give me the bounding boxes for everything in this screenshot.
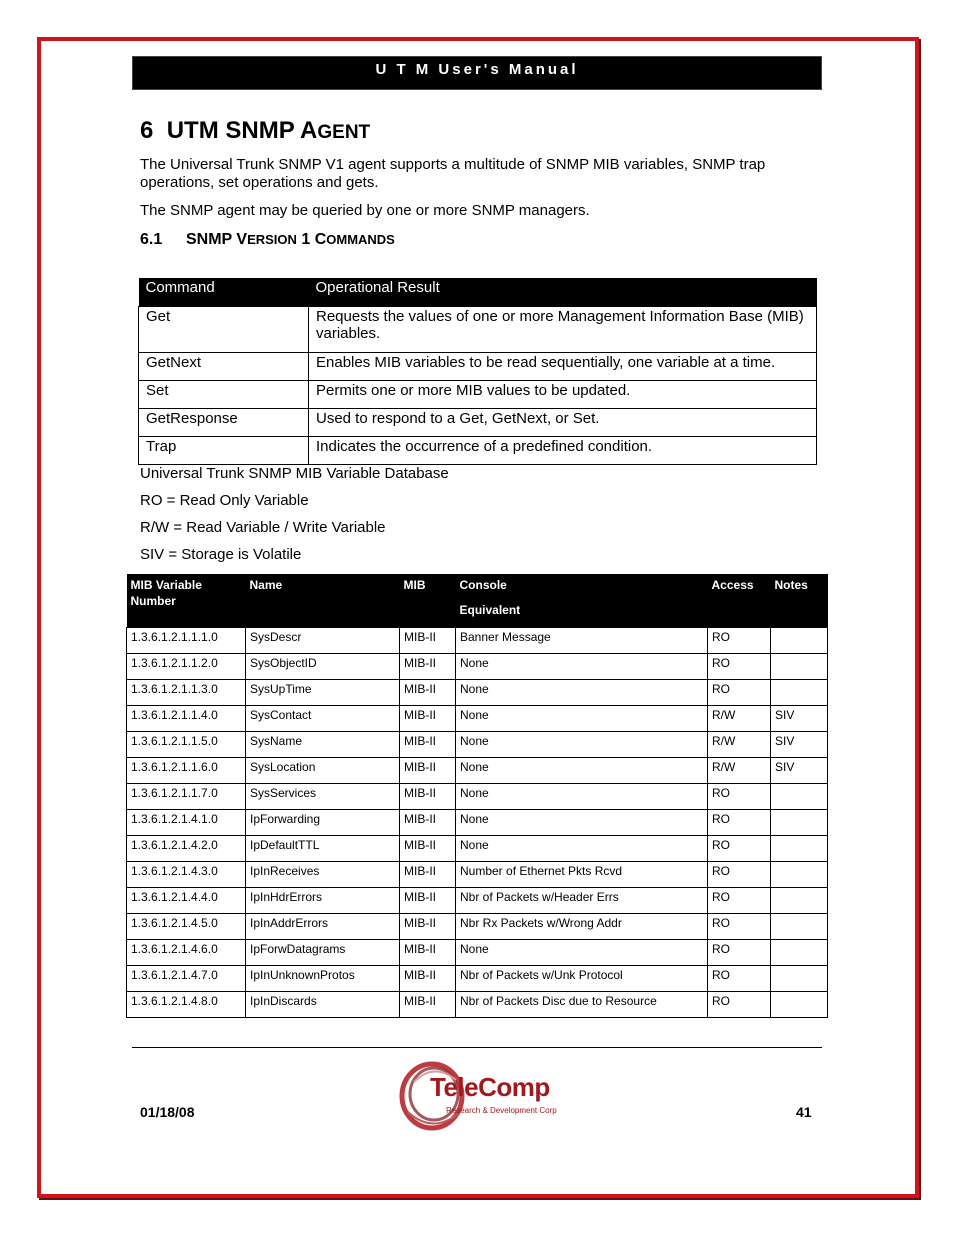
result-cell: Used to respond to a Get, GetNext, or Set. xyxy=(309,409,817,437)
access-cell: R/W xyxy=(708,732,771,758)
name-cell: IpDefaultTTL xyxy=(246,836,400,862)
result-cell: Enables MIB variables to be read sequentially, one variable at a time. xyxy=(309,353,817,381)
subsection-title-part: 1 C xyxy=(296,231,327,248)
name-cell: IpInAddrErrors xyxy=(246,914,400,940)
logo-wordmark: TeleComp xyxy=(430,1072,550,1102)
notes-cell xyxy=(771,940,828,966)
notes-cell: SIV xyxy=(771,758,828,784)
result-cell: Permits one or more MIB values to be updated. xyxy=(309,381,817,409)
column-header: Notes xyxy=(771,574,828,628)
section-number: 6 xyxy=(140,117,154,144)
name-cell: SysUpTime xyxy=(246,680,400,706)
mib-number-cell: 1.3.6.1.2.1.1.5.0 xyxy=(127,732,246,758)
mib-cell: MIB-II xyxy=(400,940,456,966)
notes-cell xyxy=(771,810,828,836)
mib-cell: MIB-II xyxy=(400,888,456,914)
header-title: U T M User's Manual xyxy=(375,61,579,78)
console-cell: None xyxy=(456,940,708,966)
notes-cell xyxy=(771,914,828,940)
mib-cell: MIB-II xyxy=(400,862,456,888)
notes-cell: SIV xyxy=(771,706,828,732)
console-cell: Nbr of Packets w/Header Errs xyxy=(456,888,708,914)
table-row xyxy=(127,706,828,732)
name-cell: IpInHdrErrors xyxy=(246,888,400,914)
legend-rw: R/W = Read Variable / Write Variable xyxy=(140,519,386,536)
result-cell: Requests the values of one or more Management Information Base (MIB) variables. xyxy=(309,307,817,353)
notes-cell xyxy=(771,628,828,654)
access-cell: RO xyxy=(708,914,771,940)
access-cell: RO xyxy=(708,680,771,706)
column-header: Command xyxy=(139,278,309,307)
mib-header-row xyxy=(127,574,828,628)
column-header: Name xyxy=(246,574,400,628)
notes-cell xyxy=(771,862,828,888)
mib-cell: MIB-II xyxy=(400,914,456,940)
notes-cell xyxy=(771,888,828,914)
table-row xyxy=(127,784,828,810)
command-cell: Set xyxy=(139,381,309,409)
name-cell: SysName xyxy=(246,732,400,758)
header-bar xyxy=(132,56,822,90)
notes-cell xyxy=(771,784,828,810)
mib-cell: MIB-II xyxy=(400,706,456,732)
access-cell: RO xyxy=(708,940,771,966)
console-cell: None xyxy=(456,784,708,810)
mib-number-cell: 1.3.6.1.2.1.4.1.0 xyxy=(127,810,246,836)
access-cell: RO xyxy=(708,836,771,862)
notes-cell xyxy=(771,654,828,680)
mib-cell: MIB-II xyxy=(400,628,456,654)
mib-number-cell: 1.3.6.1.2.1.4.2.0 xyxy=(127,836,246,862)
name-cell: IpInDiscards xyxy=(246,992,400,1018)
section-heading xyxy=(140,117,370,145)
footer-date: 01/18/08 xyxy=(140,1104,195,1120)
column-header: MIB xyxy=(400,574,456,628)
console-cell: None xyxy=(456,732,708,758)
mib-cell: MIB-II xyxy=(400,654,456,680)
subsection-title-part: ERSION xyxy=(247,232,297,247)
table-row xyxy=(139,353,817,381)
table-row xyxy=(127,732,828,758)
mib-number-cell: 1.3.6.1.2.1.1.1.0 xyxy=(127,628,246,654)
console-cell: None xyxy=(456,810,708,836)
mib-number-cell: 1.3.6.1.2.1.1.3.0 xyxy=(127,680,246,706)
table-row xyxy=(139,437,817,465)
mib-cell: MIB-II xyxy=(400,732,456,758)
table-row xyxy=(127,862,828,888)
name-cell: IpInReceives xyxy=(246,862,400,888)
access-cell: RO xyxy=(708,992,771,1018)
access-cell: RO xyxy=(708,966,771,992)
name-cell: SysContact xyxy=(246,706,400,732)
column-header xyxy=(456,574,708,628)
notes-cell xyxy=(771,680,828,706)
table-row xyxy=(127,914,828,940)
mib-number-cell: 1.3.6.1.2.1.4.6.0 xyxy=(127,940,246,966)
page-number: 41 xyxy=(796,1104,812,1120)
result-cell: Indicates the occurrence of a predefined condition. xyxy=(309,437,817,465)
access-cell: RO xyxy=(708,888,771,914)
column-header: Operational Result xyxy=(309,278,817,307)
console-header-label: Console xyxy=(459,578,507,592)
table-row xyxy=(127,992,828,1018)
table-row xyxy=(139,381,817,409)
table-row xyxy=(127,888,828,914)
name-cell: IpForwDatagrams xyxy=(246,940,400,966)
table-row xyxy=(127,628,828,654)
commands-table xyxy=(138,278,817,465)
console-cell: Nbr Rx Packets w/Wrong Addr xyxy=(456,914,708,940)
mib-number-cell: 1.3.6.1.2.1.1.7.0 xyxy=(127,784,246,810)
table-row xyxy=(127,810,828,836)
name-cell: SysServices xyxy=(246,784,400,810)
mib-cell: MIB-II xyxy=(400,784,456,810)
subsection-number: 6.1 xyxy=(140,231,163,248)
equivalent-header-label: Equivalent xyxy=(459,603,521,617)
name-cell: IpForwarding xyxy=(246,810,400,836)
console-cell: None xyxy=(456,836,708,862)
table-row xyxy=(139,409,817,437)
logo-tagline: Research & Development Corp xyxy=(446,1106,557,1115)
console-cell: Banner Message xyxy=(456,628,708,654)
name-cell: IpInUnknownProtos xyxy=(246,966,400,992)
console-cell: None xyxy=(456,680,708,706)
console-cell: Nbr of Packets w/Unk Protocol xyxy=(456,966,708,992)
console-cell: None xyxy=(456,654,708,680)
table-row xyxy=(127,966,828,992)
command-cell: GetNext xyxy=(139,353,309,381)
notes-cell: SIV xyxy=(771,732,828,758)
mib-cell: MIB-II xyxy=(400,680,456,706)
command-cell: Get xyxy=(139,307,309,353)
mib-number-cell: 1.3.6.1.2.1.4.8.0 xyxy=(127,992,246,1018)
access-cell: RO xyxy=(708,784,771,810)
console-cell: None xyxy=(456,706,708,732)
console-cell: Nbr of Packets Disc due to Resource xyxy=(456,992,708,1018)
access-cell: RO xyxy=(708,654,771,680)
access-cell: R/W xyxy=(708,758,771,784)
legend-siv: SIV = Storage is Volatile xyxy=(140,546,302,563)
command-cell: Trap xyxy=(139,437,309,465)
mib-number-cell: 1.3.6.1.2.1.4.4.0 xyxy=(127,888,246,914)
legend-ro: RO = Read Only Variable xyxy=(140,492,309,509)
command-cell: GetResponse xyxy=(139,409,309,437)
mib-cell: MIB-II xyxy=(400,966,456,992)
commands-header-row xyxy=(139,278,817,307)
column-header: MIB Variable Number xyxy=(127,574,246,628)
access-cell: R/W xyxy=(708,706,771,732)
mib-cell: MIB-II xyxy=(400,810,456,836)
mib-number-cell: 1.3.6.1.2.1.1.4.0 xyxy=(127,706,246,732)
mib-variable-table xyxy=(126,574,828,1018)
mib-number-cell: 1.3.6.1.2.1.4.5.0 xyxy=(127,914,246,940)
agent-paragraph: The SNMP agent may be queried by one or more SNMP managers. xyxy=(140,202,590,219)
name-cell: SysDescr xyxy=(246,628,400,654)
mib-number-cell: 1.3.6.1.2.1.4.3.0 xyxy=(127,862,246,888)
name-cell: SysObjectID xyxy=(246,654,400,680)
table-row xyxy=(127,836,828,862)
access-cell: RO xyxy=(708,810,771,836)
name-cell: SysLocation xyxy=(246,758,400,784)
subsection-title-part: SNMP V xyxy=(186,231,248,248)
column-header: Access xyxy=(708,574,771,628)
table-row xyxy=(127,940,828,966)
access-cell: RO xyxy=(708,628,771,654)
notes-cell xyxy=(771,836,828,862)
table-row xyxy=(127,758,828,784)
mib-cell: MIB-II xyxy=(400,992,456,1018)
table-row xyxy=(127,680,828,706)
intro-paragraph: The Universal Trunk SNMP V1 agent supports a multitude of SNMP MIB variables, SNMP trap operations, set operations and gets. xyxy=(140,156,766,191)
console-cell: Number of Ethernet Pkts Rcvd xyxy=(456,862,708,888)
mib-database-caption: Universal Trunk SNMP MIB Variable Database xyxy=(140,465,449,482)
mib-cell: MIB-II xyxy=(400,758,456,784)
mib-number-cell: 1.3.6.1.2.1.1.2.0 xyxy=(127,654,246,680)
table-row xyxy=(139,307,817,353)
subsection-title-part: OMMANDS xyxy=(326,232,395,247)
access-cell: RO xyxy=(708,862,771,888)
mib-number-cell: 1.3.6.1.2.1.1.6.0 xyxy=(127,758,246,784)
notes-cell xyxy=(771,966,828,992)
mib-cell: MIB-II xyxy=(400,836,456,862)
footer-divider xyxy=(132,1047,822,1048)
mib-number-cell: 1.3.6.1.2.1.4.7.0 xyxy=(127,966,246,992)
section-title-main: UTM SNMP A xyxy=(166,117,318,144)
console-cell: None xyxy=(456,758,708,784)
table-row xyxy=(127,654,828,680)
telecomp-logo xyxy=(394,1052,584,1136)
notes-cell xyxy=(771,992,828,1018)
subsection-heading xyxy=(140,231,395,249)
section-title-smallcaps: GENT xyxy=(317,122,371,143)
